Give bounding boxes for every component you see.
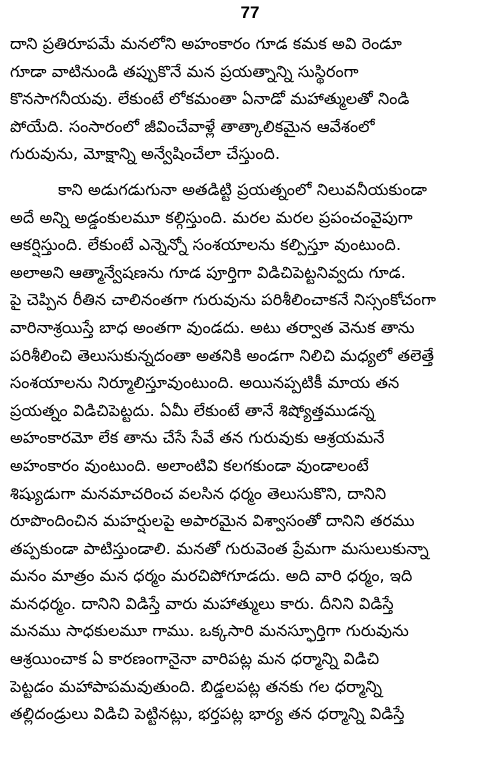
text-line: దాని ప్రతిరూపమే మనలోని అహంకారం గూడ కమక అవి రెండూ (10, 34, 402, 53)
paragraph-gap (10, 168, 490, 176)
text-line: వారినాశ్రయిస్తే బాధ అంతగా వుండదు. అటు తర్వాత వెనుక తాను (10, 317, 415, 337)
body-text (10, 30, 490, 728)
text-line: అదే అన్ని అడ్డంకులమూ కల్గిస్తుంది. మరల మరల ప్రపంచంవైపుగా (10, 207, 413, 227)
text-line: పరిశీలించి తెలుసుకున్నదంతా అతనికి అండగా నిలిచి మధ్యలో తలెత్తే (10, 345, 435, 365)
text-line: అలాఅని ఆత్మాన్వేషణను గూడ పూర్తిగా విడిచిపెట్టనివ్వదు గూడ. (10, 262, 406, 282)
text-line: శిష్యుడుగా మనమాచరించ వలసిన ధర్మం తెలుసుకొని, దానిని (10, 483, 387, 503)
text-line: మనధర్మం. దానిని విడిస్తే వారు మహాత్ములు కారు. దీనిని విడిస్తే (10, 593, 394, 613)
text-line: పై చెప్పిన రీతిన చాలినంతగా గురువును పరిశీలించాకనే నిస్సంకోచంగా (10, 290, 437, 310)
text-line: పెట్టడం మహాపాపమవుతుంది. బిడ్డలపట్ల తనకు గల ధర్మాన్ని (10, 676, 383, 696)
text-line: ఆశ్రయించాక ఏ కారణంగానైనా వారిపట్ల మన ధర్మాన్ని విడిచి (10, 649, 380, 669)
text-line: తప్పకుండా పాటిస్తుండాలి. మనతో గురువెంత ప్రేమగా మసులుకున్నా (10, 538, 429, 558)
text-line: గురువును, మోక్షాన్ని అన్వేషించేలా చేస్తుంది. (10, 144, 281, 164)
text-line: మనం మాత్రం మన ధర్మం మరచిపోగూడదు. అది వారి ధర్మం, ఇది (10, 566, 413, 586)
text-line: రూపొందించిన మహర్షులపై అపారమైన విశ్వాసంతో దానిని తరము (10, 511, 415, 531)
paragraph-2 (10, 176, 490, 728)
text-line: పోయేది. సంసారంలో జీవించేవాళ్లే తాత్కాలికమైన ఆవేశంలో (10, 116, 375, 136)
text-line: అహంకారం వుంటుంది. అలాంటివి కలగకుండా వుండాలంటే (10, 455, 369, 475)
text-line: కాని అడుగడుగునా అతడిట్టి ప్రయత్నంలో నిలువనీయకుండా (58, 179, 428, 199)
text-line: గూడా వాటినుండి తప్పుకొనే మన ప్రయత్నాన్ని సుస్థిరంగా (10, 61, 359, 81)
text-line: కొనసాగనీయవు. లేకుంటే లోకమంతా ఏనాడో మహాత్ములతో నిండి (10, 89, 410, 109)
paragraph-1 (10, 30, 490, 168)
page-number: 77 (240, 3, 260, 22)
text-line: మనము సాధకులమూ గాము. ఒక్కసారి మనస్ఫూర్తిగా గురువును (10, 621, 409, 641)
text-line: అహంకారమో లేక తాను చేసే సేవే తన గురువుకు ఆశ్రయమనే (10, 428, 385, 448)
text-line: తల్లిదండ్రులు విడిచి పెట్టినట్లు, భర్తపట్ల భార్య తన ధర్మాన్ని విడిస్తే (10, 704, 405, 724)
text-line: సంశయాలను నిర్మూలిస్తూవుంటుంది. అయినప్పటికీ మాయ తన (10, 373, 400, 393)
text-line: ఆకర్షిస్తుంది. లేకుంటే ఎన్నెన్నో సంశయాలను కల్పిస్తూ వుంటుంది. (10, 235, 402, 255)
text-line: ప్రయత్నం విడిచిపెట్టదు. ఏమీ లేకుంటే తానే శిష్యోత్తముడన్న (10, 400, 375, 420)
